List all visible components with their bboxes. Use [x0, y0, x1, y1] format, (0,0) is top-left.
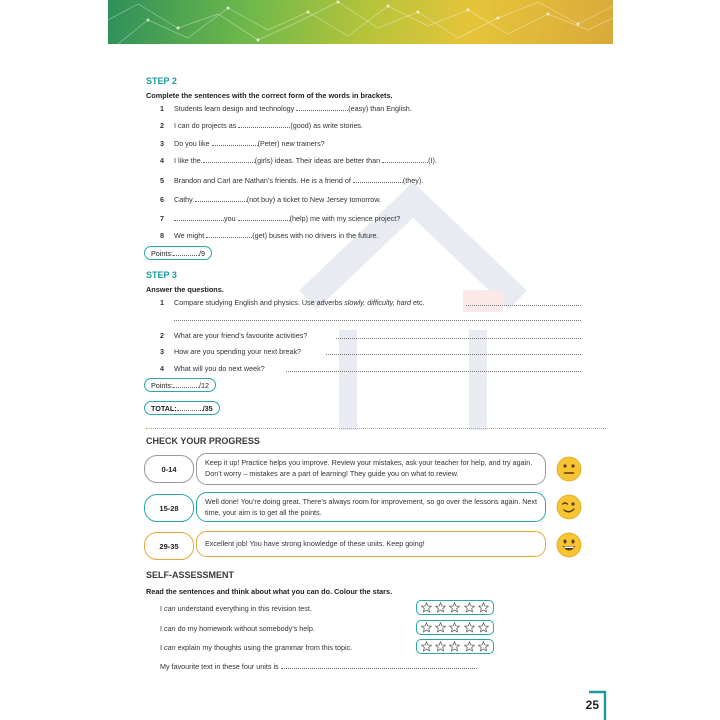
header-banner — [108, 0, 613, 44]
item-text: (they). — [402, 176, 424, 185]
item-text: Brandon and Carl are Nathan’s friends. He is a friend of — [174, 176, 353, 185]
question-number: 1 — [160, 298, 164, 307]
item-number: 5 — [160, 176, 164, 185]
item-number: 3 — [160, 139, 164, 148]
step2-item-4 — [160, 155, 437, 165]
item-text: (girls) ideas. Their ideas are better than — [254, 156, 383, 165]
neutral-face-icon — [556, 456, 582, 482]
step3-question-4 — [160, 364, 265, 373]
statement-text: I — [160, 604, 164, 613]
progress-message: Excellent job! You have strong knowledge of these units. Keep going! — [196, 531, 546, 557]
statement-emphasis: can — [164, 624, 176, 633]
statement-text: understand everything in this revision test. — [175, 604, 312, 613]
points-label: Points: — [151, 249, 173, 258]
score-range-badge: 0-14 — [144, 455, 194, 483]
self-statement-4 — [160, 661, 477, 671]
answer-line[interactable] — [336, 338, 581, 339]
star-icon[interactable] — [435, 602, 446, 613]
points-max: /9 — [198, 249, 205, 258]
page-number: 25 — [585, 698, 599, 712]
step3-title: STEP 3 — [146, 270, 177, 280]
progress-title: CHECK YOUR PROGRESS — [146, 436, 260, 446]
question-emphasis: slowly, difficulty, hard — [344, 298, 412, 307]
answer-blank[interactable] — [212, 138, 258, 146]
step2-item-1 — [160, 103, 412, 113]
step3-question-1 — [160, 298, 425, 307]
statement-text: explain my thoughts using the grammar from this topic. — [175, 643, 353, 652]
question-text: How are you spending your next break? — [174, 347, 302, 356]
answer-blank[interactable] — [238, 213, 290, 221]
item-text: (I). — [428, 156, 437, 165]
item-text: you — [224, 214, 238, 223]
star-icon[interactable] — [435, 622, 446, 633]
star-icon[interactable] — [464, 602, 475, 613]
item-text: (help) me with my science project? — [289, 214, 401, 223]
star-icon[interactable] — [421, 602, 432, 613]
answer-blank[interactable] — [174, 213, 224, 221]
step3-instruction: Answer the questions. — [146, 285, 224, 294]
self-statement-3 — [160, 643, 352, 652]
section-divider — [146, 428, 606, 429]
step2-item-7 — [160, 213, 400, 223]
points-max: /12 — [198, 381, 209, 390]
points-blank[interactable] — [173, 380, 199, 388]
step2-instruction: Complete the sentences with the correct form of the words in brackets. — [146, 91, 393, 100]
self-statement-2 — [160, 624, 315, 633]
step2-item-6 — [160, 194, 381, 204]
step2-item-3 — [160, 138, 325, 148]
star-icon[interactable] — [478, 622, 489, 633]
question-text: etc. — [411, 298, 425, 307]
item-text: We might — [174, 231, 207, 240]
item-text: Do you like — [174, 139, 212, 148]
winking-face-icon — [556, 494, 582, 520]
step2-points-box — [144, 246, 212, 260]
question-text: What are your friend’s favourite activities? — [174, 331, 308, 340]
total-max: /35 — [202, 404, 213, 413]
page-corner-mark — [587, 690, 607, 720]
star-icon[interactable] — [449, 641, 460, 652]
self-assessment-title: SELF-ASSESSMENT — [146, 570, 235, 580]
banner-network-pattern — [108, 0, 613, 44]
answer-line[interactable] — [174, 320, 581, 321]
question-number: 4 — [160, 364, 164, 373]
statement-emphasis: can — [164, 643, 176, 652]
self-assessment-instruction: Read the sentences and think about what you can do. Colour the stars. — [146, 587, 393, 596]
item-number: 2 — [160, 121, 164, 130]
step2-item-5 — [160, 175, 423, 185]
star-icon[interactable] — [421, 622, 432, 633]
step2-title: STEP 2 — [146, 76, 177, 86]
grinning-face-icon — [556, 532, 582, 558]
star-icon[interactable] — [478, 602, 489, 613]
score-range-badge: 15-28 — [144, 494, 194, 522]
star-rating[interactable] — [416, 600, 494, 615]
total-points-box — [144, 401, 220, 415]
statement-text: I — [160, 624, 164, 633]
item-number: 6 — [160, 195, 164, 204]
item-text: Students learn design and technology — [174, 104, 297, 113]
answer-line[interactable] — [466, 305, 581, 306]
step3-question-2 — [160, 331, 307, 340]
star-icon[interactable] — [449, 602, 460, 613]
question-text: Compare studying English and physics. Use adverbs — [174, 298, 345, 307]
points-blank[interactable] — [173, 248, 199, 256]
item-text: (easy) than English. — [348, 104, 412, 113]
item-text: Cathy — [174, 195, 195, 204]
score-range-badge: 29-35 — [144, 532, 194, 560]
answer-line[interactable] — [326, 354, 581, 355]
question-text: What will you do next week? — [174, 364, 265, 373]
total-label: TOTAL: — [151, 404, 177, 413]
item-number: 7 — [160, 214, 164, 223]
points-label: Points: — [151, 381, 173, 390]
item-text: I can do projects as — [174, 121, 239, 130]
item-number: 4 — [160, 156, 164, 165]
item-text: (Peter) new trainers? — [257, 139, 325, 148]
question-number: 3 — [160, 347, 164, 356]
statement-emphasis: can — [164, 604, 176, 613]
star-icon[interactable] — [464, 641, 475, 652]
answer-line[interactable] — [286, 371, 581, 372]
star-rating[interactable] — [416, 620, 494, 635]
answer-blank[interactable] — [206, 230, 252, 238]
item-number: 1 — [160, 104, 164, 113]
step3-question-3 — [160, 347, 301, 356]
progress-message: Keep it up! Practice helps you improve. Review your mistakes, ask your teacher for help, and try again. Don’t worry – mistakes are a part of learning! They guide you on what to review. — [196, 453, 546, 485]
answer-blank[interactable] — [296, 103, 348, 111]
star-rating[interactable] — [416, 639, 494, 654]
statement-text: do my homework without somebody’s help. — [175, 624, 315, 633]
question-number: 2 — [160, 331, 164, 340]
item-text: (not buy) a ticket to New Jersey tomorrow. — [246, 195, 381, 204]
star-icon[interactable] — [449, 622, 460, 633]
item-text: I like the — [174, 156, 203, 165]
workbook-page — [108, 0, 613, 720]
statement-text: My favourite text in these four units is — [160, 662, 281, 671]
answer-blank[interactable] — [281, 661, 477, 669]
answer-blank[interactable] — [195, 194, 247, 202]
step3-points-box — [144, 378, 216, 392]
answer-blank[interactable] — [238, 120, 290, 128]
step2-item-2 — [160, 120, 363, 130]
step2-item-8 — [160, 230, 378, 240]
item-number: 8 — [160, 231, 164, 240]
statement-text: I — [160, 643, 164, 652]
star-icon[interactable] — [435, 641, 446, 652]
star-icon[interactable] — [478, 641, 489, 652]
total-blank[interactable] — [177, 403, 203, 411]
self-statement-1 — [160, 604, 312, 613]
answer-blank[interactable] — [382, 155, 428, 163]
progress-message: Well done! You’re doing great. There’s always room for improvement, so go over the lessons again. Next time, your aim is to get all the points. — [196, 492, 546, 522]
item-text: (get) buses with no drivers in the future. — [252, 231, 379, 240]
item-text: (good) as write stories. — [290, 121, 364, 130]
answer-blank[interactable] — [353, 175, 403, 183]
star-icon[interactable] — [464, 622, 475, 633]
answer-blank[interactable] — [203, 155, 255, 163]
star-icon[interactable] — [421, 641, 432, 652]
